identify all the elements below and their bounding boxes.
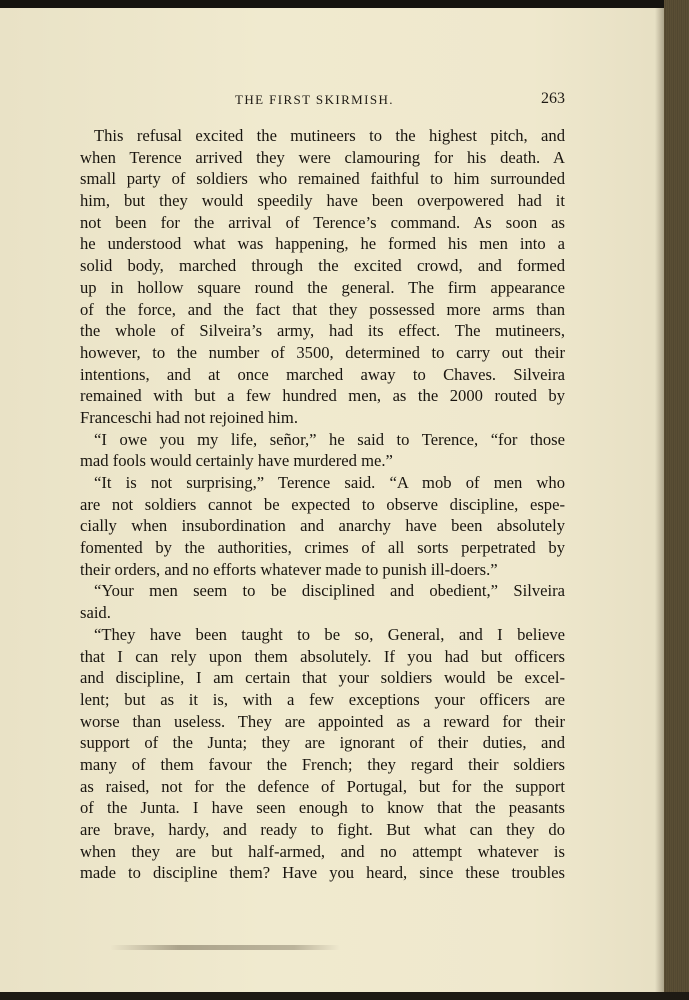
text-line: made to discipline them? Have you heard, since these troubles: [80, 863, 565, 883]
text-line: support of the Junta; they are ignorant of their duties, and: [80, 733, 565, 753]
text-line: mad fools would certainly have murdered me.”: [80, 451, 393, 471]
text-line: when they are but half-armed, and no attempt whatever is: [80, 841, 565, 861]
page-number: 263: [541, 90, 565, 107]
text-line: worse than useless. They are appointed as a reward for their: [80, 711, 565, 731]
text-line: up in hollow square round the general. The firm appearance: [80, 277, 565, 297]
book-fore-edge: [664, 0, 689, 1000]
text-line: and discipline, I am certain that your soldiers would be excel-: [80, 668, 565, 688]
text-line: solid body, marched through the excited crowd, and formed: [80, 256, 565, 276]
page-bottom-edge: [0, 992, 689, 1000]
fore-edge-shadow: [655, 8, 664, 1000]
text-line: small party of soldiers who remained faithful to him surrounded: [80, 169, 565, 189]
text-line: said.: [80, 603, 111, 623]
text-line: are brave, hardy, and ready to fight. But what can they do: [80, 820, 565, 839]
page-top-edge: [0, 0, 689, 8]
running-head: THE FIRST SKIRMISH.: [235, 92, 394, 107]
text-line: remained with but a few hundred men, as the 2000 routed by: [80, 386, 565, 406]
text-line: of the force, and the fact that they possessed more arms than: [80, 299, 565, 319]
text-line: “I owe you my life, señor,” he said to Terence, “for those: [94, 429, 565, 449]
text-line: the whole of Silveira’s army, had its effect. The mutineers,: [80, 321, 565, 341]
text-line: many of them favour the French; they regard their soldiers: [80, 754, 565, 774]
paper-smudge: [110, 945, 340, 950]
text-line: as raised, not for the defence of Portugal, but for the support: [80, 776, 565, 796]
text-line: “They have been taught to be so, General, and I believe: [94, 624, 565, 644]
text-line: fomented by the authorities, crimes of all sorts perpetrated by: [80, 538, 565, 558]
body-text: [80, 125, 565, 884]
text-line: cially when insubordination and anarchy have been absolutely: [80, 516, 565, 536]
text-line: of the Junta. I have seen enough to know that the peasants: [80, 798, 565, 818]
text-line: not been for the arrival of Terence’s command. As soon as: [80, 212, 565, 232]
text-line: This refusal excited the mutineers to the highest pitch, and: [94, 126, 565, 145]
text-line: however, to the number of 3500, determined to carry out their: [80, 342, 565, 362]
text-line: him, but they would speedily have been overpowered had it: [80, 191, 565, 211]
text-line: when Terence arrived they were clamouring for his death. A: [80, 147, 565, 167]
text-line: are not soldiers cannot be expected to observe discipline, espe-: [80, 494, 565, 514]
text-line: their orders, and no efforts whatever made to punish ill-doers.”: [80, 559, 498, 579]
text-line: “Your men seem to be disciplined and obedient,” Silveira: [94, 581, 565, 601]
text-line: he understood what was happening, he formed his men into a: [80, 234, 565, 254]
page-header: [80, 90, 565, 112]
text-line: Franceschi had not rejoined him.: [80, 407, 298, 427]
text-line: lent; but as it is, with a few exceptions your officers are: [80, 689, 565, 709]
text-line: “It is not surprising,” Terence said. “A mob of men who: [94, 473, 565, 492]
text-line: intentions, and at once marched away to Chaves. Silveira: [80, 364, 565, 384]
text-line: that I can rely upon them absolutely. If you had but officers: [80, 646, 565, 666]
